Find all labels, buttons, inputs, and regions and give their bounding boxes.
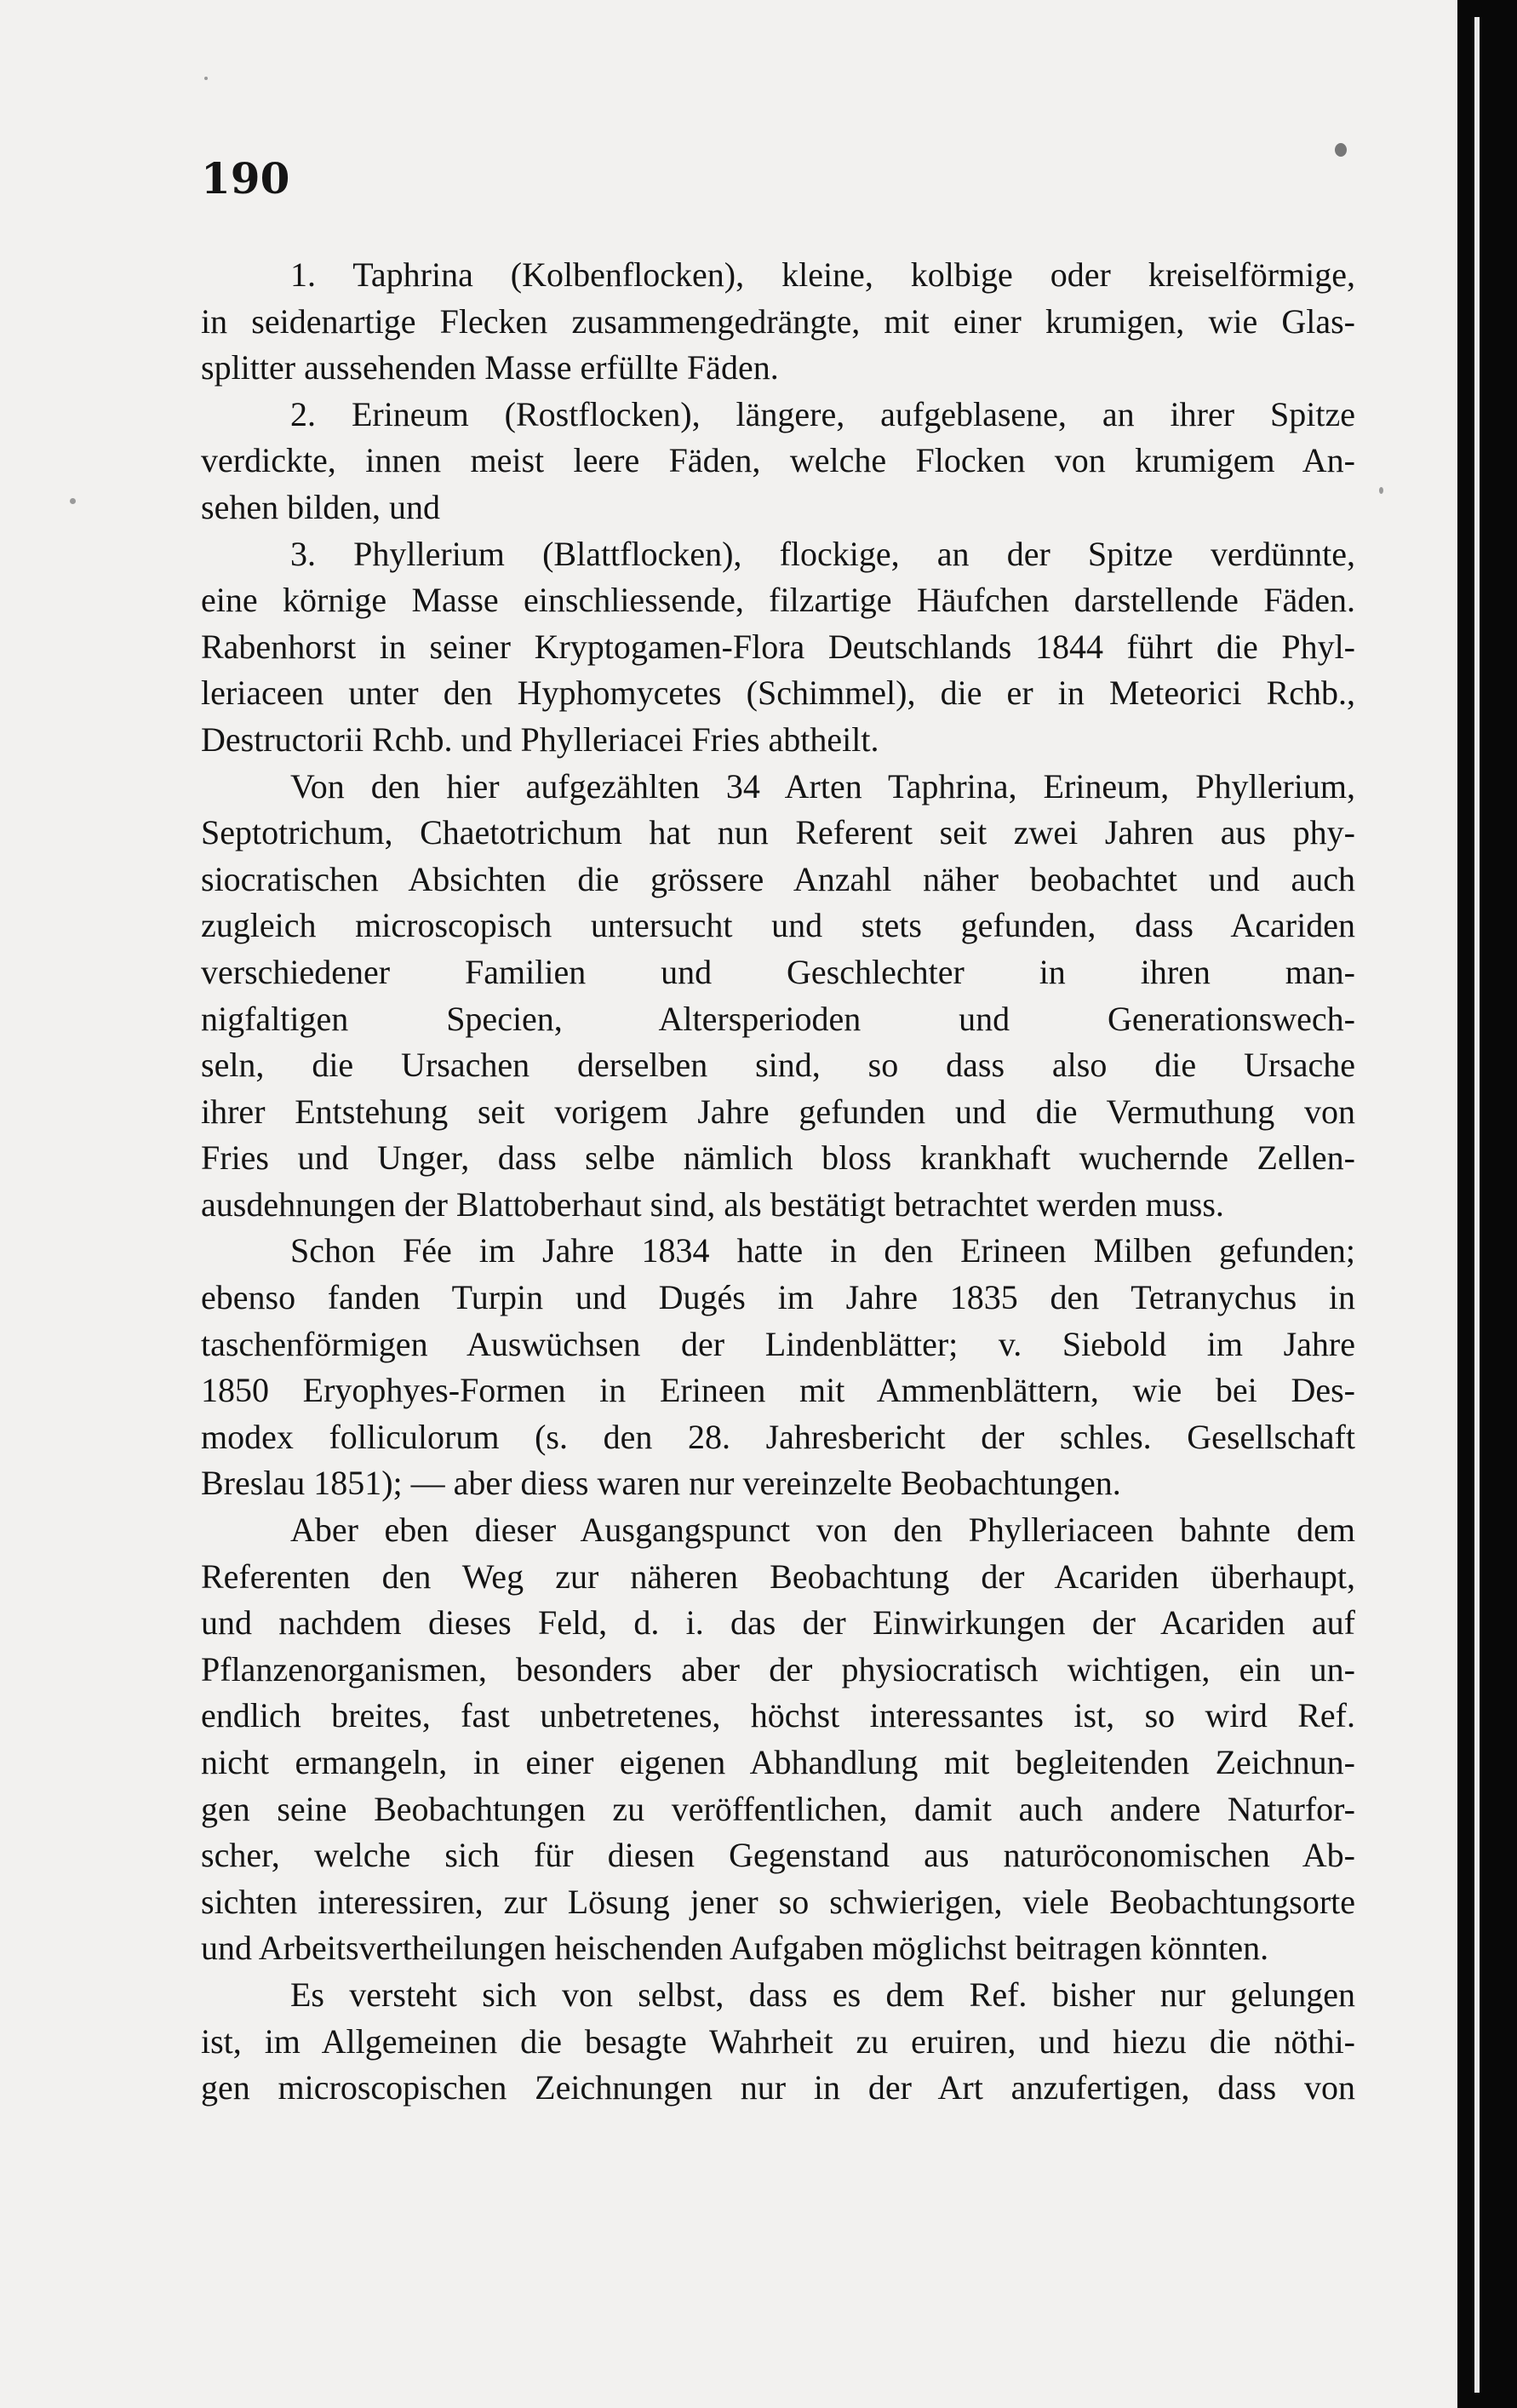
- text-line: sichten interessiren, zur Lösung jener so schwierigen, viele Beobachtungsorte: [201, 1882, 1355, 1921]
- text-line: 3. Phyllerium (Blattflocken), flockige, an der Spitze verdünnte,: [290, 534, 1355, 573]
- next-page-edge: [1474, 17, 1480, 2393]
- body-text: [201, 252, 1355, 2112]
- text-line: nicht ermangeln, in einer eigenen Abhandlung mit begleitenden Zeichnun-: [201, 1743, 1355, 1781]
- text-line: scher, welche sich für diesen Gegenstand aus naturöconomischen Ab-: [201, 1836, 1355, 1875]
- text-line: 1. Taphrina (Kolbenflocken), kleine, kolbige oder kreiselförmige,: [290, 255, 1355, 294]
- scan-speck: [1379, 487, 1383, 494]
- scan-speck: [1335, 143, 1347, 157]
- text-line: Fries und Unger, dass selbe nämlich bloss krankhaft wuchernde Zellen-: [201, 1138, 1355, 1178]
- scan-speck: [70, 498, 76, 504]
- text-line: eine körnige Masse einschliessende, filzartige Häufchen darstellende Fäden.: [201, 581, 1355, 620]
- text-line: und nachdem dieses Feld, d. i. das der Einwirkungen der Acariden auf: [201, 1603, 1355, 1643]
- text-line: ebenso fanden Turpin und Dugés im Jahre 1835 den Tetranychus in: [201, 1278, 1355, 1317]
- text-line: Es versteht sich von selbst, dass es dem Ref. bisher nur gelungen: [290, 1975, 1355, 2014]
- text-line: ist, im Allgemeinen die besagte Wahrheit zu eruiren, und hiezu die nöthi-: [201, 2021, 1355, 2061]
- text-line: Rabenhorst in seiner Kryptogamen-Flora Deutschlands 1844 führt die Phyl-: [201, 627, 1355, 666]
- text-line: Aber eben dieser Ausgangspunct von den Phylleriaceen bahnte dem: [290, 1511, 1355, 1550]
- text-line: modex folliculorum (s. den 28. Jahresbericht der schles. Gesellschaft: [201, 1417, 1355, 1456]
- text-line: endlich breites, fast unbetretenes, höchst interessantes ist, so wird Ref.: [201, 1696, 1355, 1735]
- text-line: Pflanzenorganismen, besonders aber der physiocratisch wichtigen, ein un-: [201, 1649, 1355, 1688]
- scan-speck: [204, 77, 208, 80]
- text-line: taschenförmigen Auswüchsen der Lindenblätter; v. Siebold im Jahre: [201, 1324, 1355, 1363]
- text-line: Destructorii Rchb. und Phylleriacei Fries abtheilt.: [201, 720, 879, 759]
- text-line: Von den hier aufgezählten 34 Arten Taphrina, Erineum, Phyllerium,: [290, 766, 1355, 806]
- scan-dark-edge: [1457, 0, 1517, 2408]
- text-line: leriaceen unter den Hyphomycetes (Schimmel), die er in Meteorici Rchb.,: [201, 674, 1355, 713]
- text-line: ihrer Entstehung seit vorigem Jahre gefunden und die Vermuthung von: [201, 1092, 1355, 1131]
- text-line: und Arbeitsvertheilungen heischenden Aufgaben möglichst beitragen könnten.: [201, 1929, 1269, 1968]
- text-line: gen microscopischen Zeichnungen nur in der Art anzufertigen, dass von: [201, 2068, 1355, 2107]
- text-line: seln, die Ursachen derselben sind, so dass also die Ursache: [201, 1046, 1355, 1085]
- text-line: in seidenartige Flecken zusammengedrängte, mit einer krumigen, wie Glas-: [201, 301, 1355, 341]
- text-line: Breslau 1851); — aber diess waren nur vereinzelte Beobachtungen.: [201, 1464, 1121, 1503]
- text-line: Septotrichum, Chaetotrichum hat nun Referent seit zwei Jahren aus phy-: [201, 813, 1355, 852]
- text-line: siocratischen Absichten die grössere Anzahl näher beobachtet und auch: [201, 859, 1355, 898]
- text-line: Referenten den Weg zur näheren Beobachtung der Acariden überhaupt,: [201, 1557, 1355, 1596]
- text-line: Schon Fée im Jahre 1834 hatte in den Erineen Milben gefunden;: [290, 1231, 1355, 1270]
- page-number: 190: [201, 153, 290, 204]
- text-line: ausdehnungen der Blattoberhaut sind, als bestätigt betrachtet werden muss.: [201, 1184, 1224, 1224]
- text-line: gen seine Beobachtungen zu veröffentlichen, damit auch andere Naturfor-: [201, 1789, 1355, 1828]
- text-line: sehen bilden, und: [201, 487, 441, 526]
- text-line: splitter aussehenden Masse erfüllte Fäden.: [201, 348, 779, 387]
- text-line: verdickte, innen meist leere Fäden, welche Flocken von krumigem An-: [201, 441, 1355, 480]
- text-line: nigfaltigen Specien, Altersperioden und Generationswech-: [201, 999, 1355, 1038]
- text-line: 2. Erineum (Rostflocken), längere, aufgeblasene, an ihrer Spitze: [290, 394, 1355, 433]
- text-line: 1850 Eryophyes-Formen in Erineen mit Ammenblättern, wie bei Des-: [201, 1371, 1355, 1410]
- text-line: verschiedener Familien und Geschlechter in ihren man-: [201, 952, 1355, 991]
- text-line: zugleich microscopisch untersucht und stets gefunden, dass Acariden: [201, 906, 1355, 945]
